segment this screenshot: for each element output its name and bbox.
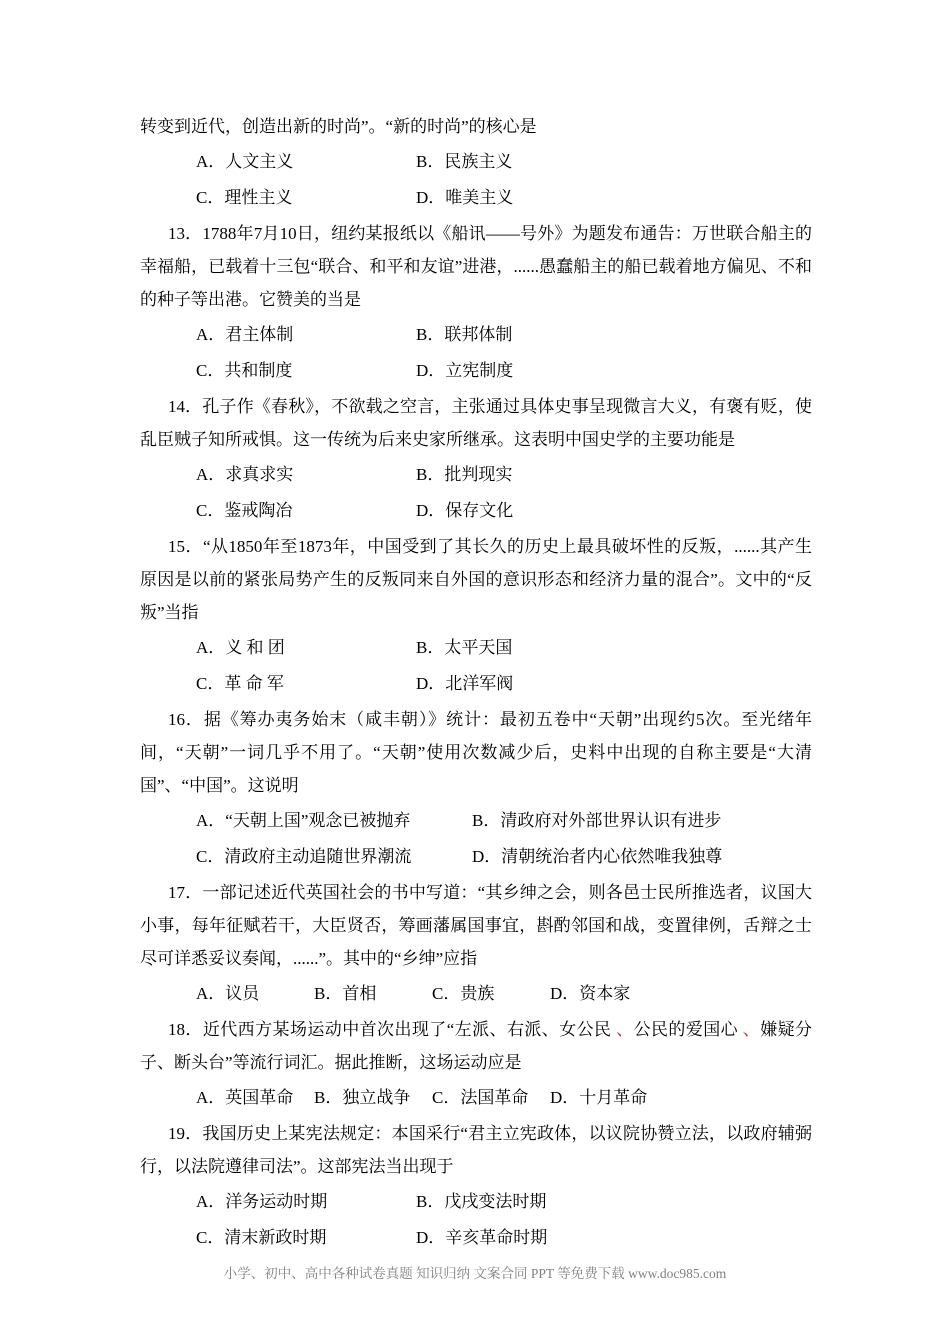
stem-text: 一部记述近代英国社会的书中写道：“其乡绅之会，则各邑士民所推选者，议国大小事，每年征赋若干，大臣贤否，筹画藩属国事宜，斟酌邻国和战，变置律例，舌辩之士尽可详悉妥议奏闻，......”。其中的“乡绅”应指 xyxy=(140,883,813,968)
question-13-stem xyxy=(140,217,812,316)
option-18-C: C．法国革命 xyxy=(432,1088,529,1107)
question-17-stem xyxy=(140,876,812,975)
option-16-B: B．清政府对外部世界认识有进步 xyxy=(472,811,722,830)
stem-text: 近代西方某场运动中首次出现了“左派、右派、女公民 xyxy=(202,1020,617,1039)
stem-text: 据《筹办夷务始末（咸丰朝）》统计：最初五卷中“天朝”出现约5次。至光绪年间，“天朝”一词几乎不用了。“天朝”使用次数减少后，史料中出现的自称主要是“大清国”、“中国”。这说明 xyxy=(140,710,813,795)
question-15-stem xyxy=(140,530,812,629)
stem-text: 13． xyxy=(168,224,203,243)
stem-text: 公民的爱国心 xyxy=(633,1020,743,1039)
option-row xyxy=(140,494,812,527)
option-row xyxy=(140,354,812,387)
option-prev-A: A．人文主义 xyxy=(196,152,294,171)
option-row xyxy=(140,631,812,664)
option-19-B: B．戊戌变法时期 xyxy=(416,1192,547,1211)
option-15-B: B．太平天国 xyxy=(416,638,513,657)
option-13-C: C．共和制度 xyxy=(196,361,293,380)
option-prev-C: C．理性主义 xyxy=(196,188,293,207)
option-17-A: A．议员 xyxy=(196,984,260,1003)
option-14-D: D．保存文化 xyxy=(416,501,514,520)
option-prev-B: B．民族主义 xyxy=(416,152,513,171)
option-14-C: C．鉴戒陶冶 xyxy=(196,501,293,520)
option-row xyxy=(140,458,812,491)
option-prev-D: D．唯美主义 xyxy=(416,188,514,207)
question-continuation-text xyxy=(140,110,812,143)
stem-text: 我国历史上某宪法规定：本国采行“君主立宪政体，以议院协赞立法，以政府辅弼行，以法院遵律司法”。这部宪法当出现于 xyxy=(140,1124,813,1176)
option-18-D: D．十月革命 xyxy=(550,1088,648,1107)
option-15-A: A．义 和 团 xyxy=(196,638,285,657)
option-18-B: B．独立战争 xyxy=(314,1088,411,1107)
option-13-D: D．立宪制度 xyxy=(416,361,514,380)
option-row xyxy=(140,977,812,1010)
stem-text: 孔子作《春秋》，不欲载之空言，主张通过具体史事呈现微言大义，有褒有贬，使乱臣贼子知所戒惧。这一传统为后来史家所继承。这表明中国史学的主要功能是 xyxy=(140,397,813,449)
option-row xyxy=(140,145,812,178)
option-14-B: B．批判现实 xyxy=(416,465,513,484)
question-list xyxy=(140,110,812,1257)
option-17-C: C．贵族 xyxy=(432,984,495,1003)
stem-text: 17． xyxy=(168,883,203,902)
option-15-D: D．北洋军阀 xyxy=(416,674,514,693)
option-13-A: A．君主体制 xyxy=(196,325,294,344)
option-19-D: D．辛亥革命时期 xyxy=(416,1228,548,1247)
option-row xyxy=(140,804,812,837)
option-18-A: A．英国革命 xyxy=(196,1088,294,1107)
option-row xyxy=(140,1185,812,1218)
option-row xyxy=(140,1221,812,1254)
question-18-stem xyxy=(140,1013,812,1079)
red-mark: 、 xyxy=(616,1020,634,1039)
stem-text: 16． xyxy=(168,710,204,729)
question-16-stem xyxy=(140,703,812,802)
stem-text: 1788年7月10日，纽约某报纸以《船讯——号外》为题发布通告：万世联合船主的幸福船，已载着十三包“联合、和平和友谊”进港，......愚蠢船主的船已载着地方偏见、不和的种子等出港。它赞美的当是 xyxy=(140,224,813,309)
option-17-D: D．资本家 xyxy=(550,984,631,1003)
option-16-D: D．清朝统治者内心依然唯我独尊 xyxy=(472,847,723,866)
question-19-stem xyxy=(140,1117,812,1183)
stem-text: 19． xyxy=(168,1124,203,1143)
option-row xyxy=(140,840,812,873)
option-14-A: A．求真求实 xyxy=(196,465,294,484)
footer-text: 小学、初中、高中各种试卷真题 知识归纳 文案合同 PPT 等免费下载 www.doc985.com xyxy=(223,1266,727,1281)
stem-text: 嫌疑分子、断头台”等流行词汇。据此推断，这场运动应是 xyxy=(140,1020,813,1072)
option-15-C: C．革 命 军 xyxy=(196,674,284,693)
red-mark: 、 xyxy=(742,1020,761,1039)
page-footer xyxy=(0,1262,950,1282)
option-16-C: C．清政府主动追随世界潮流 xyxy=(196,847,412,866)
stem-text: 15． xyxy=(168,537,203,556)
option-13-B: B．联邦体制 xyxy=(416,325,513,344)
option-row xyxy=(140,181,812,214)
option-16-A: A．“天朝上国”观念已被抛弃 xyxy=(196,811,411,830)
option-17-B: B．首相 xyxy=(314,984,377,1003)
option-19-C: C．清末新政时期 xyxy=(196,1228,327,1247)
stem-text: 14． xyxy=(168,397,203,416)
option-19-A: A．洋务运动时期 xyxy=(196,1192,328,1211)
stem-text: 转变到近代，创造出新的时尚”。“新的时尚”的核心是 xyxy=(140,117,537,136)
option-row xyxy=(140,1081,812,1114)
option-row xyxy=(140,667,812,700)
stem-text: “从1850年至1873年，中国受到了其长久的历史上最具破坏性的反叛，......其产生原因是以前的紧张局势产生的反叛同来自外国的意识形态和经济力量的混合”。文中的“反叛”当指 xyxy=(140,537,813,622)
option-row xyxy=(140,318,812,351)
question-14-stem xyxy=(140,390,812,456)
stem-text: 18． xyxy=(168,1020,203,1039)
